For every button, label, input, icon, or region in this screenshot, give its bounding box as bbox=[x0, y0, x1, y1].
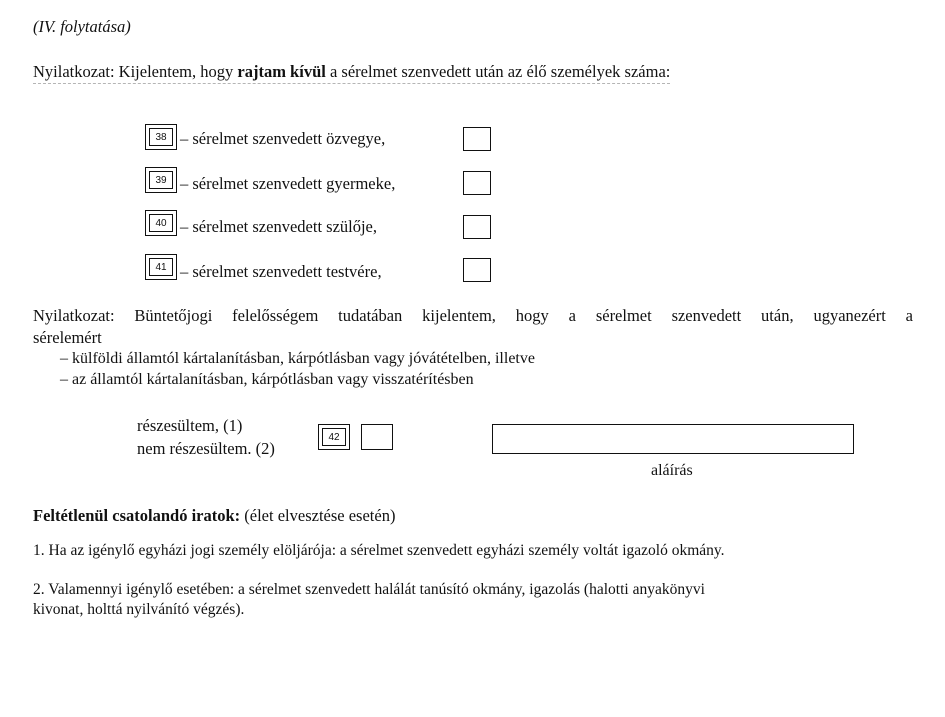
code-label-40: 40 bbox=[149, 214, 173, 232]
declaration-living-persons bbox=[33, 62, 670, 84]
count-input-sibling[interactable] bbox=[463, 258, 491, 282]
attachments-title bbox=[33, 506, 395, 526]
attachments-title-bold: Feltétlenül csatolandó iratok: bbox=[33, 506, 241, 525]
count-input-child[interactable] bbox=[463, 171, 491, 195]
attachment-note-1: 1. Ha az igénylő egyházi jogi személy elöljárója: a sérelmet szenvedett egyházi személy voltát igazoló okmány. bbox=[33, 542, 725, 559]
code-box-38 bbox=[145, 124, 177, 150]
code-label-39: 39 bbox=[149, 171, 173, 189]
page-heading: (IV. folytatása) bbox=[33, 17, 131, 36]
bullet-foreign-state: – külföldi államtól kártalanításban, kárpótlásban vagy jóvátételben, illetve bbox=[60, 350, 535, 367]
code-label-41: 41 bbox=[149, 258, 173, 276]
item-label-sibling: – sérelmet szenvedett testvére, bbox=[180, 262, 382, 281]
declaration-compensation-line1: Nyilatkozat: Büntetőjogi felelősségem tudatában kijelentem, hogy a sérelmet szenvedett után, ugyanezért a bbox=[33, 306, 913, 325]
signature-field[interactable] bbox=[492, 424, 854, 454]
declaration-compensation-line2: sérelemért bbox=[33, 328, 102, 347]
count-input-widow[interactable] bbox=[463, 127, 491, 151]
item-label-widow: – sérelmet szenvedett özvegye, bbox=[180, 129, 386, 148]
item-label-child: – sérelmet szenvedett gyermeke, bbox=[180, 174, 396, 193]
code-box-39 bbox=[145, 167, 177, 193]
bullet-state: – az államtól kártalanításban, kárpótlásban vagy visszatérítésben bbox=[60, 371, 474, 388]
signature-label: aláírás bbox=[651, 462, 693, 479]
attachment-note-2-line1: 2. Valamennyi igénylő esetében: a sérelmet szenvedett halálát tanúsító okmány, igazolás (halotti anyakönyvi bbox=[33, 581, 705, 598]
item-label-parent: – sérelmet szenvedett szülője, bbox=[180, 217, 378, 236]
code-label-38: 38 bbox=[149, 128, 173, 146]
count-input-parent[interactable] bbox=[463, 215, 491, 239]
declaration-emphasis: rajtam kívül bbox=[237, 62, 326, 81]
code-label-42: 42 bbox=[322, 428, 346, 446]
code-box-40 bbox=[145, 210, 177, 236]
declaration-prefix: Nyilatkozat: Kijelentem, hogy bbox=[33, 62, 238, 81]
attachment-note-2-line2: kivonat, holttá nyilvánító végzés). bbox=[33, 601, 245, 618]
attachments-title-rest: (élet elvesztése esetén) bbox=[240, 506, 396, 525]
attachment-note-2 bbox=[33, 580, 705, 620]
declaration-suffix: a sérelmet szenvedett után az élő személyek száma: bbox=[325, 62, 671, 81]
option-not-received: nem részesültem. (2) bbox=[137, 439, 275, 458]
code-box-42 bbox=[318, 424, 350, 450]
code-box-41 bbox=[145, 254, 177, 280]
answer-input-42[interactable] bbox=[361, 424, 393, 450]
option-received: részesültem, (1) bbox=[137, 416, 243, 435]
